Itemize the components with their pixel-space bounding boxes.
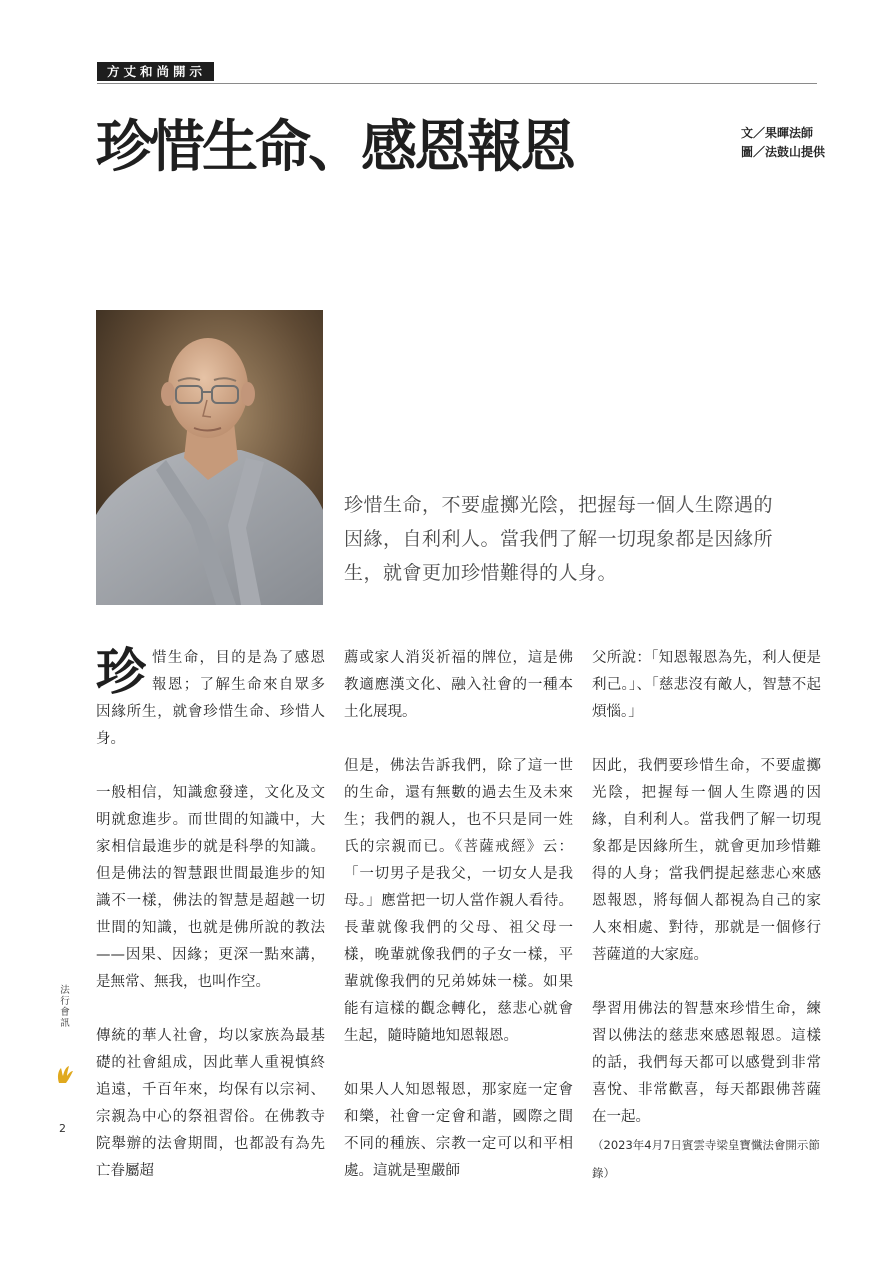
paragraph-5-end: 父所說：「知恩報恩為先，利人便是利己。」、「慈悲沒有敵人，智慧不起煩惱。」 [592, 650, 821, 720]
portrait-illustration [96, 310, 323, 605]
pull-quote: 珍惜生命，不要虛擲光陰，把握每一個人生際遇的因緣，自利利人。當我們了解一切現象都是因緣所生，就會更加珍惜難得的人身。 [344, 494, 774, 584]
paragraph-3-end: 薦或家人消災祈福的牌位，這是佛教適應漢文化、融入社會的一種本土化展現。 [344, 650, 573, 720]
side-logo: 法 行 會 訊 [60, 985, 70, 1029]
credits [741, 124, 825, 162]
text-column-2 [344, 645, 573, 1212]
author-credit: 文／果暉法師 [741, 126, 814, 140]
hand-brush-icon [56, 1065, 74, 1089]
source-note: （2023年4月7日賓雲寺梁皇寶懺法會開示節錄） [592, 1138, 820, 1180]
paragraph-4: 但是，佛法告訴我們，除了這一世的生命，還有無數的過去生及未來生；我們的親人，也不只是同一姓氏的宗親而已。《菩薩戒經》云：「一切男子是我父，一切女人是我母。」應當把一切人當作親人看待。長輩就像我們的父母、祖父母一樣，晚輩就像我們的子女一樣，平輩就像我們的兄弟姊妹一樣。如果能有這樣的觀念轉化，慈悲心就會生起，隨時隨地知恩報恩。 [344, 758, 573, 1044]
paragraph-3-start: 傳統的華人社會，均以家族為最基礎的社會組成，因此華人重視慎終追遠，千百年來，均保有以宗祠、宗親為中心的祭祖習俗。在佛教寺院舉辦的法會期間，也都設有為先亡眷屬超 [96, 1028, 325, 1179]
image-credit: 圖／法鼓山提供 [741, 145, 826, 159]
section-tag: 方丈和尚開示 [97, 62, 214, 81]
paragraph-1-text: 惜生命，目的是為了感恩報恩；了解生命來自眾多因緣所生，就會珍惜生命、珍惜人身。 [96, 650, 325, 747]
page-number: 2 [59, 1122, 66, 1135]
paragraph-1 [96, 642, 325, 753]
top-rule [97, 83, 817, 84]
drop-cap: 珍 [96, 642, 146, 701]
paragraph-6: 因此，我們要珍惜生命，不要虛擲光陰，把握每一個人生際遇的因緣，自利利人。當我們了解一切現象都是因緣所生，就會更加珍惜難得的人身；當我們提起慈悲心來感恩報恩，將每個人都視為自己的家人來相處、對待，那就是一個修行菩薩道的大家庭。 [592, 758, 821, 963]
article-title: 珍惜生命、感恩報恩 [96, 114, 573, 180]
paragraph-7: 學習用佛法的智慧來珍惜生命，練習以佛法的慈悲來感恩報恩。這樣的話，我們每天都可以感覺到非常喜悅、非常歡喜，每天都跟佛菩薩在一起。 [592, 1001, 821, 1125]
portrait-photo [96, 310, 323, 605]
text-column-3 [592, 645, 821, 1187]
paragraph-2: 一般相信，知識愈發達，文化及文明就愈進步。而世間的知識中，大家相信最進步的就是科學的知識。但是佛法的智慧跟世間最進步的知識不一樣，佛法的智慧是超越一切世間的知識，也就是佛所說的教法——因果、因緣；更深一點來講，是無常、無我，也叫作空。 [96, 785, 325, 990]
paragraph-5-start: 如果人人知恩報恩，那家庭一定會和樂，社會一定會和諧，國際之間不同的種族、宗教一定可以和平相處。這就是聖嚴師 [344, 1082, 573, 1179]
text-column-1 [96, 642, 325, 1212]
